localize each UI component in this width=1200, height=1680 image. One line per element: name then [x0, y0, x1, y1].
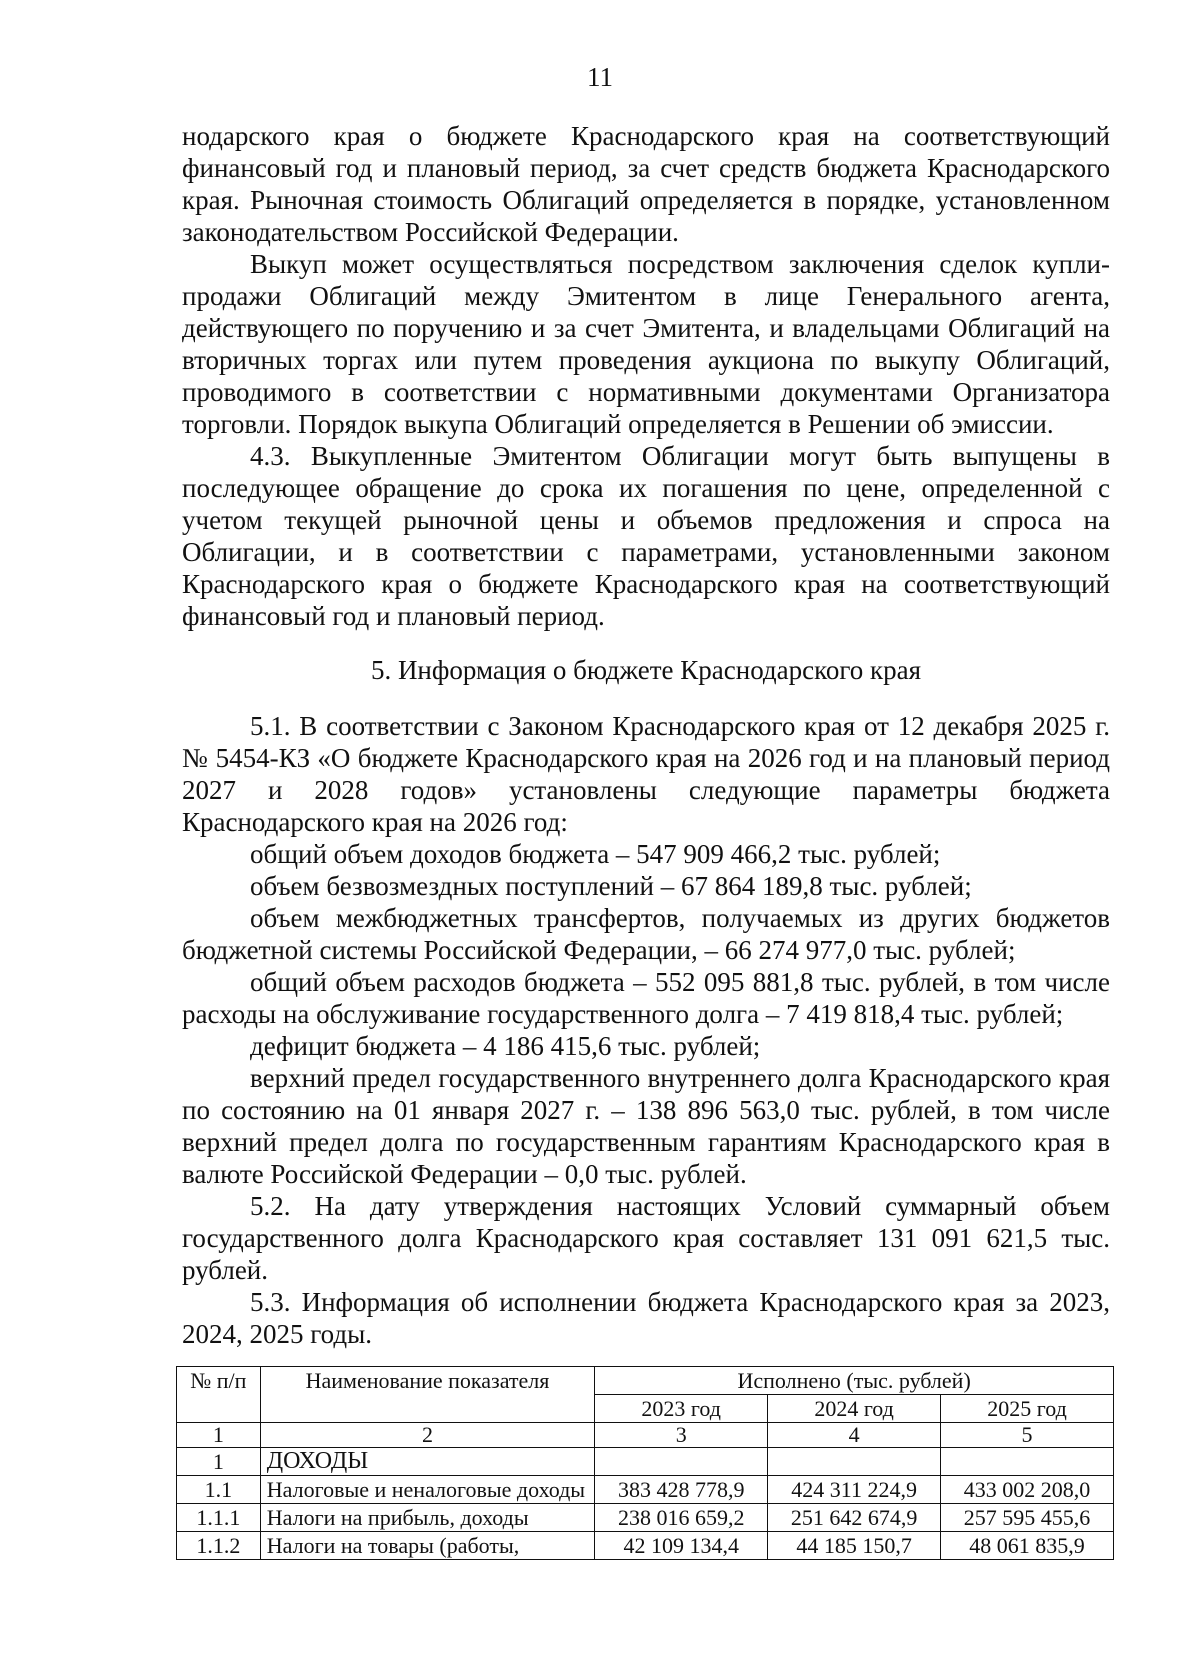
row-name: Налоги на прибыль, доходы: [260, 1504, 594, 1532]
row-value-2023: 42 109 134,4: [595, 1532, 768, 1560]
header-year-2023: 2023 год: [595, 1395, 768, 1423]
row-num: 1.1.1: [177, 1504, 261, 1532]
row-name: ДОХОДЫ: [260, 1448, 594, 1476]
row-value-2024: 251 642 674,9: [768, 1504, 941, 1532]
table-row: [177, 1532, 1114, 1560]
section-heading: 5. Информация о бюджете Краснодарского края: [370, 655, 922, 685]
table-header-row: [177, 1367, 1114, 1395]
paragraph-continuation: нодарского края о бюджете Краснодарского края на соответствующий финансовый год и плановый период, за счет средств бюджета Краснодарского края. Рыночная стоимость Облигаций определяется в порядке, установленном законодательством Российской Федерации.: [182, 121, 1110, 247]
row-value-2024: 44 185 150,7: [768, 1532, 941, 1560]
row-value-2025: 257 595 455,6: [941, 1504, 1114, 1532]
index-cell: 4: [768, 1423, 941, 1448]
index-cell: 1: [177, 1423, 261, 1448]
header-num: № п/п: [177, 1367, 261, 1423]
budget-revenue-item: общий объем доходов бюджета – 547 909 466,2 тыс. рублей;: [250, 839, 941, 869]
index-cell: 2: [260, 1423, 594, 1448]
row-value-2023: [595, 1448, 768, 1476]
debt-limit-item: верхний предел государственного внутреннего долга Краснодарского края по состоянию на 01 января 2027 г. – 138 896 563,0 тыс. рублей, в том числе верхний предел долга по государственным гарантиям Краснодарского края в валюте Российской Федерации – 0,0 тыс. рублей.: [182, 1063, 1110, 1189]
row-value-2023: 238 016 659,2: [595, 1504, 768, 1532]
row-value-2025: 433 002 208,0: [941, 1476, 1114, 1504]
paragraph-buyback: Выкуп может осуществляться посредством заключения сделок купли-продажи Облигаций между Эмитентом в лице Генерального агента, действующего по поручению и за счет Эмитента, и владельцами Облигаций на вторичных торгах или путем проведения аукциона по выкупу Облигаций, проводимого в соответствии с нормативными документами Организатора торговли. Порядок выкупа Облигаций определяется в Решении об эмиссии.: [182, 249, 1110, 439]
budget-transfers-item: объем межбюджетных трансфертов, получаемых из других бюджетов бюджетной системы Российской Федерации, – 66 274 977,0 тыс. рублей;: [182, 903, 1110, 965]
header-year-2025: 2025 год: [941, 1395, 1114, 1423]
table-row: [177, 1504, 1114, 1532]
row-num: 1.1.2: [177, 1532, 261, 1560]
header-name: Наименование показателя: [260, 1367, 594, 1423]
body-text: [182, 120, 1110, 1350]
table-row: [177, 1448, 1114, 1476]
budget-grants-item: объем безвозмездных поступлений – 67 864 189,8 тыс. рублей;: [250, 871, 972, 901]
row-num: 1.1: [177, 1476, 261, 1504]
row-value-2025: 48 061 835,9: [941, 1532, 1114, 1560]
budget-expenses-item: общий объем расходов бюджета – 552 095 881,8 тыс. рублей, в том числе расходы на обслуживание государственного долга – 7 419 818,4 тыс. рублей;: [182, 967, 1110, 1029]
paragraph-5-3: 5.3. Информация об исполнении бюджета Краснодарского края за 2023, 2024, 2025 годы.: [182, 1287, 1110, 1349]
row-name: Налоговые и неналоговые доходы: [260, 1476, 594, 1504]
row-num: 1: [177, 1448, 261, 1476]
budget-deficit-item: дефицит бюджета – 4 186 415,6 тыс. рублей;: [250, 1031, 761, 1061]
row-value-2023: 383 428 778,9: [595, 1476, 768, 1504]
page-number: 11: [587, 62, 613, 92]
header-year-2024: 2024 год: [768, 1395, 941, 1423]
index-cell: 3: [595, 1423, 768, 1448]
paragraph-4-3: 4.3. Выкупленные Эмитентом Облигации могут быть выпущены в последующее обращение до срока их погашения по цене, определенной с учетом текущей рыночной цены и объемов предложения и спроса на Облигации, и в соответствии с параметрами, установленными законом Краснодарского края о бюджете Краснодарского края на соответствующий финансовый год и плановый период.: [182, 441, 1110, 631]
row-value-2025: [941, 1448, 1114, 1476]
row-value-2024: [768, 1448, 941, 1476]
table-index-row: [177, 1423, 1114, 1448]
header-executed: Исполнено (тыс. рублей): [595, 1367, 1114, 1395]
index-cell: 5: [941, 1423, 1114, 1448]
table-row: [177, 1476, 1114, 1504]
budget-execution-table: [176, 1366, 1114, 1560]
row-name: Налоги на товары (работы,: [260, 1532, 594, 1560]
paragraph-5-2: 5.2. На дату утверждения настоящих Условий суммарный объем государственного долга Краснодарского края составляет 131 091 621,5 тыс. рублей.: [182, 1191, 1110, 1285]
row-value-2024: 424 311 224,9: [768, 1476, 941, 1504]
paragraph-5-1: 5.1. В соответствии с Законом Краснодарского края от 12 декабря 2025 г. № 5454-КЗ «О бюджете Краснодарского края на 2026 год и на плановый период 2027 и 2028 годов» установлены следующие параметры бюджета Краснодарского края на 2026 год:: [182, 711, 1110, 837]
